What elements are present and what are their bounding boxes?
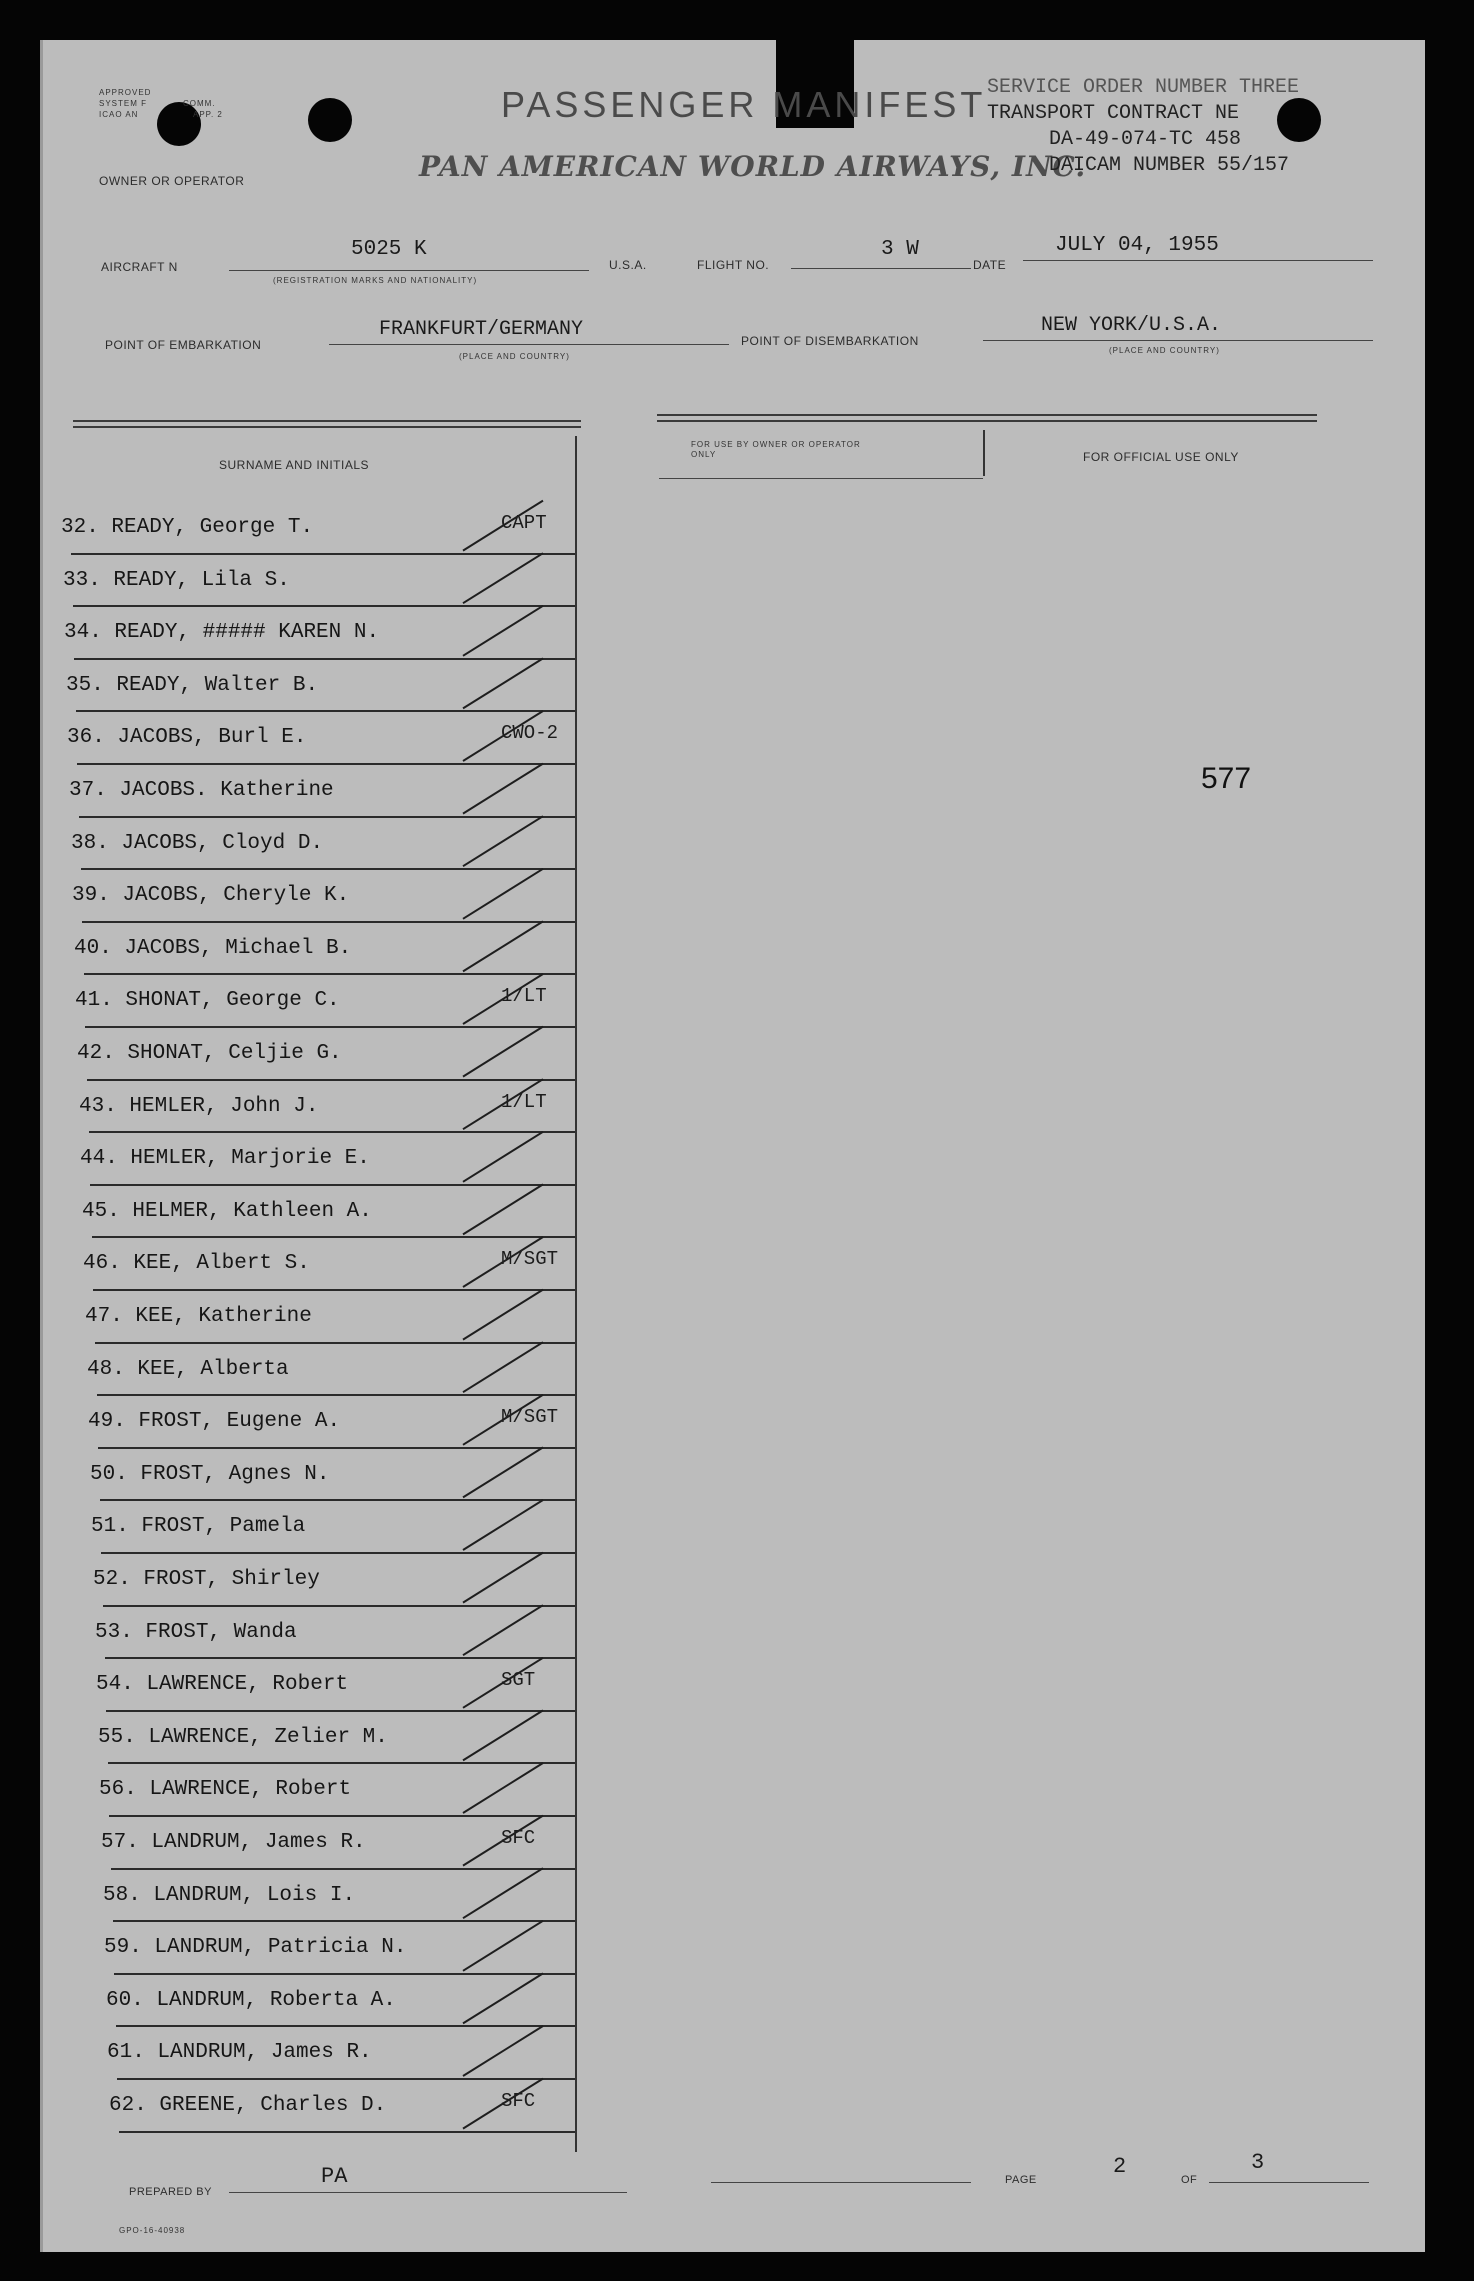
check-tick (463, 606, 543, 656)
check-tick (463, 1605, 543, 1655)
passenger-rank: M/SGT (501, 1248, 559, 1271)
passenger-name: 33. READY, Lila S. (63, 568, 290, 592)
passenger-rank: SFC (501, 1827, 536, 1849)
passenger-name: 50. FROST, Agnes N. (90, 1462, 330, 1486)
check-tick (463, 869, 543, 919)
place-caption: (PLACE AND COUNTRY) (459, 352, 570, 361)
check-tick (463, 1342, 543, 1392)
passenger-name: 58. LANDRUM, Lois I. (103, 1883, 356, 1907)
embark-label: POINT OF EMBARKATION (105, 338, 262, 352)
passenger-name: 51. FROST, Pamela (91, 1515, 306, 1539)
check-tick (463, 658, 543, 708)
check-tick (463, 1658, 543, 1708)
approval-line: APPROVED (99, 88, 152, 97)
check-tick (463, 1868, 543, 1918)
check-tick (463, 1079, 543, 1129)
passenger-name: 34. READY, ##### KAREN N. (64, 621, 380, 645)
approval-line: COMM. (183, 99, 216, 108)
passenger-name: 55. LAWRENCE, Zelier M. (98, 1725, 388, 1749)
tick-marks (43, 40, 1425, 2252)
owner-use-header: FOR USE BY OWNER OR OPERATOR ONLY (691, 440, 861, 459)
aircraft-label: AIRCRAFT N (101, 260, 178, 274)
surname-header: SURNAME AND INITIALS (219, 458, 370, 472)
passenger-name: 38. JACOBS, Cloyd D. (71, 831, 324, 855)
check-tick (463, 711, 543, 761)
owner-label: OWNER OR OPERATOR (99, 174, 245, 188)
check-tick (463, 1237, 543, 1287)
registration-caption: (REGISTRATION MARKS AND NATIONALITY) (273, 276, 478, 285)
flight-label: FLIGHT NO. (697, 258, 770, 272)
manifest-sheet (40, 40, 1425, 2252)
passenger-name: 61. LANDRUM, James R. (107, 2041, 372, 2065)
date-label: DATE (973, 258, 1007, 272)
passenger-rank: 1/LT (501, 985, 547, 1008)
page-value: 2 (1113, 2154, 1127, 2179)
passenger-name: 37. JACOBS. Katherine (69, 779, 334, 802)
page-line (711, 2182, 971, 2183)
stamp-number: 577 (1201, 762, 1252, 795)
check-tick (463, 816, 543, 866)
check-tick (463, 1447, 543, 1497)
check-tick (463, 1973, 543, 2023)
flight-value: 3 W (881, 238, 919, 261)
service-order-line: TRANSPORT CONTRACT NE (987, 102, 1240, 125)
passenger-rank: CWO-2 (501, 722, 559, 745)
passenger-rank: 1/LT (501, 1090, 547, 1113)
passenger-name: 41. SHONAT, George C. (75, 989, 340, 1013)
passenger-name: 52. FROST, Shirley (93, 1568, 320, 1591)
passenger-name: 46. KEE, Albert S. (83, 1252, 310, 1276)
service-order-line: SERVICE ORDER NUMBER THREE (987, 76, 1300, 99)
footer-code: GPO-16-40938 (119, 2226, 186, 2235)
service-order-line: DA-49-074-TC 458 (1049, 128, 1242, 151)
form-title: PASSENGER MANIFEST (501, 84, 987, 125)
official-use-header: FOR OFFICIAL USE ONLY (1083, 450, 1239, 464)
passenger-name: 45. HELMER, Kathleen A. (82, 1199, 372, 1223)
passenger-rank: CAPT (501, 512, 547, 534)
passenger-rank: SFC (501, 2090, 536, 2112)
approval-line: APP. 2 (193, 110, 223, 119)
passenger-name: 60. LANDRUM, Roberta A. (106, 1988, 396, 2012)
of-line (1209, 2182, 1369, 2183)
check-tick (463, 1921, 543, 1971)
passenger-name: 49. FROST, Eugene A. (88, 1410, 341, 1434)
check-tick (463, 1290, 543, 1340)
passenger-name: 36. JACOBS, Burl E. (67, 726, 307, 750)
prepared-by-value: PA (321, 2164, 348, 2189)
check-tick (463, 501, 543, 551)
check-tick (463, 2026, 543, 2076)
of-label: OF (1181, 2174, 1198, 2186)
prepared-line (229, 2192, 627, 2193)
page-label: PAGE (1005, 2174, 1037, 2186)
check-tick (463, 2079, 543, 2129)
check-tick (463, 1184, 543, 1234)
check-tick (463, 1816, 543, 1866)
passenger-name: 54. LAWRENCE, Robert (96, 1673, 349, 1697)
approval-line: SYSTEM F (99, 99, 148, 108)
check-tick (463, 1763, 543, 1813)
passenger-name: 48. KEE, Alberta (87, 1357, 289, 1381)
passenger-name: 57. LANDRUM, James R. (101, 1831, 366, 1854)
passenger-name: 44. HEMLER, Marjorie E. (80, 1147, 370, 1171)
check-tick (463, 1132, 543, 1182)
passenger-name: 40. JACOBS, Michael B. (74, 936, 352, 960)
service-order-line: DAICAM NUMBER 55/157 (1049, 154, 1290, 177)
passenger-name: 35. READY, Walter B. (66, 673, 319, 697)
prepared-label: PREPARED BY (129, 2186, 212, 2198)
of-value: 3 (1251, 2150, 1265, 2175)
usa-label: U.S.A. (609, 258, 647, 272)
passenger-name: 56. LAWRENCE, Robert (99, 1778, 352, 1802)
disembark-label: POINT OF DISEMBARKATION (741, 334, 919, 348)
passenger-rank: M/SGT (501, 1406, 559, 1429)
check-tick (463, 1710, 543, 1760)
passenger-name: 39. JACOBS, Cheryle K. (72, 884, 350, 908)
check-tick (463, 1395, 543, 1445)
check-tick (463, 1027, 543, 1077)
passenger-name: 62. GREENE, Charles D. (109, 2094, 387, 2117)
check-tick (463, 1500, 543, 1550)
passenger-name: 43. HEMLER, John J. (79, 1094, 319, 1118)
check-tick (463, 974, 543, 1024)
approval-line: ICAO AN (99, 110, 139, 119)
check-tick (463, 764, 543, 814)
embarkation-value: FRANKFURT/GERMANY (379, 318, 584, 341)
passenger-name: 42. SHONAT, Celjie G. (77, 1042, 342, 1065)
passenger-name: 47. KEE, Katherine (85, 1305, 312, 1328)
date-value: JULY 04, 1955 (1055, 234, 1219, 257)
passenger-name: 53. FROST, Wanda (95, 1620, 297, 1644)
passenger-name: 32. READY, George T. (61, 516, 314, 539)
passenger-rank: SGT (501, 1669, 536, 1692)
place-caption: (PLACE AND COUNTRY) (1109, 346, 1220, 355)
check-tick (463, 553, 543, 603)
carrier-name: PAN AMERICAN WORLD AIRWAYS, INC. (419, 150, 1087, 183)
aircraft-value: 5025 K (351, 238, 427, 261)
check-tick (463, 921, 543, 971)
passenger-name: 59. LANDRUM, Patricia N. (104, 1936, 407, 1960)
check-tick (463, 1553, 543, 1603)
disembarkation-value: NEW YORK/U.S.A. (1041, 314, 1222, 337)
